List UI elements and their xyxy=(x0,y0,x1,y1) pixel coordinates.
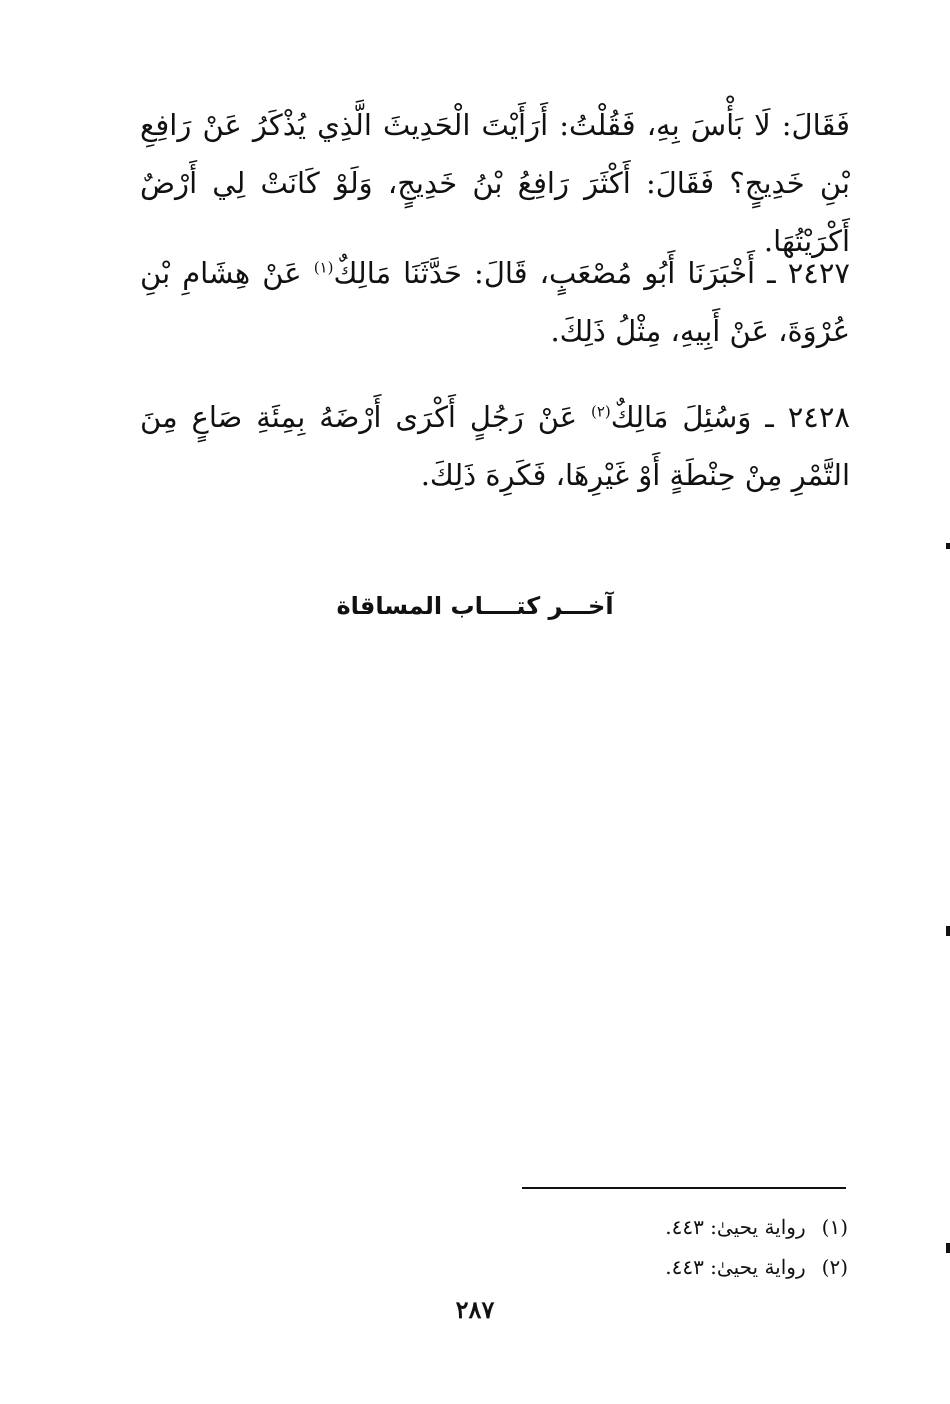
scan-edge-mark xyxy=(946,1243,950,1253)
footnote-1 xyxy=(520,1210,848,1244)
footnote-2 xyxy=(520,1250,848,1284)
footnote-text: رواية يحيىٰ: ٤٤٣. xyxy=(665,1215,806,1239)
footnote-divider xyxy=(522,1187,846,1189)
footnote-text: رواية يحيىٰ: ٤٤٣. xyxy=(665,1255,806,1279)
scan-edge-mark xyxy=(946,543,950,549)
footnote-number: (٢) xyxy=(821,1255,848,1279)
footnote-reference: (٢) xyxy=(591,402,611,421)
paragraph-text: فَقَالَ: لَا بَأْسَ بِهِ، فَقُلْتُ: أَرَأَيْتَ الْحَدِيثَ الَّذِي يُذْكَرُ عَنْ رَافِعِ بْنِ خَدِيجٍ؟ فَقَالَ: أَكْثَرَ رَافِعُ بْنُ خَدِيجٍ، وَلَوْ كَانَتْ لِي أَرْضٌ أَكْرَيْتُهَا. xyxy=(140,108,850,258)
footnote-number: (١) xyxy=(821,1215,848,1239)
footnote-reference: (١) xyxy=(313,258,334,277)
section-end-title: آخـــر كتــــاب المساقاة xyxy=(336,592,614,620)
paragraph-text-end: عَنْ هِشَامِ بْنِ عُرْوَةَ، عَنْ أَبِيهِ، مِثْلُ ذَلِكَ. xyxy=(140,256,850,348)
scan-edge-mark xyxy=(946,926,950,936)
paragraph-text-start: ٢٤٢٧ ـ أَخْبَرَنَا أَبُو مُصْعَبٍ، قَالَ: حَدَّثَنَا مَالِكٌ xyxy=(333,256,850,290)
page-number: ٢٨٧ xyxy=(455,1295,495,1324)
paragraph-text-end: عَنْ رَجُلٍ أَكْرَى أَرْضَهُ بِمِئَةِ صَاعٍ مِنَ التَّمْرِ مِنْ حِنْطَةٍ أَوْ غَيْرِهَا، فَكَرِهَ ذَلِكَ. xyxy=(140,400,850,492)
hadith-2428 xyxy=(140,388,850,504)
hadith-2427 xyxy=(140,244,850,360)
paragraph-text-start: ٢٤٢٨ ـ وَسُئِلَ مَالِكٌ xyxy=(610,400,850,434)
